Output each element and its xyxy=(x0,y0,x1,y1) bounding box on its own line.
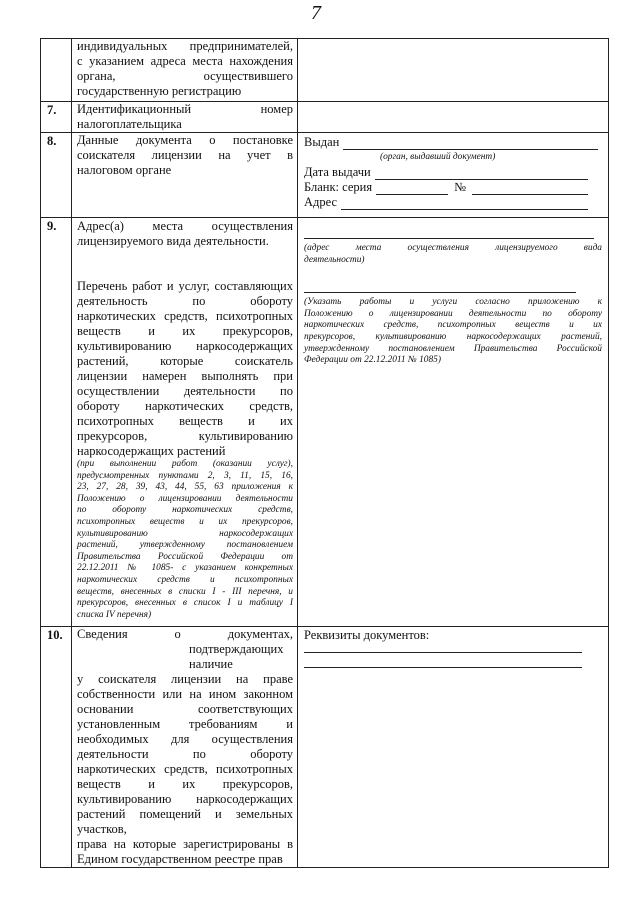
row-number: 8. xyxy=(41,133,72,218)
desc-line: Адрес(а) места осуществления xyxy=(77,219,293,233)
note-line: растений, утвержденному постановлением xyxy=(77,540,293,551)
form-number-field[interactable] xyxy=(472,183,588,195)
activity-address-cell xyxy=(298,218,609,627)
desc-line: деятельности по обороту xyxy=(77,747,293,761)
note-line: Правительства Российской Федерации от xyxy=(77,551,293,562)
desc-line: веществ и их прекурсоров, xyxy=(77,324,293,338)
works-caption: наркотических средств, психотропных веществ и их xyxy=(304,320,602,331)
requisites-label: Реквизиты документов: xyxy=(304,628,430,642)
form-series-field[interactable] xyxy=(376,183,448,195)
row-value-cell[interactable] xyxy=(298,39,609,102)
desc-line: культивированию наркосодержащих xyxy=(77,792,293,806)
requisites-field-2[interactable] xyxy=(304,653,582,668)
row-number: 9. xyxy=(41,218,72,627)
desc-line: налогоплательщика xyxy=(77,117,182,131)
desc-line: Едином государственном реестре прав xyxy=(77,852,283,866)
works-caption: утвержденному постановлением Правительства Российской xyxy=(304,343,602,354)
row-description-cell xyxy=(72,39,298,102)
desc-line: Данные документа о постановке xyxy=(77,133,293,147)
issue-date-field[interactable] xyxy=(375,168,588,180)
desc-line: наркосодержащих растений xyxy=(77,444,226,458)
desc-line: права на которые зарегистрированы в xyxy=(77,837,293,851)
row-number: 10. xyxy=(41,627,72,868)
issued-label: Выдан xyxy=(304,135,340,149)
note-line: предусмотренных пунктами 2, 3, 11, 15, 16, xyxy=(77,470,293,481)
note-line: по обороту наркотических средств, xyxy=(77,505,293,516)
desc-line: лицензируемого вида деятельности. xyxy=(77,234,269,248)
note-line: веществ, внесенных в списки I - III перечня, и xyxy=(77,586,293,597)
desc-line: соискателя лицензии на учет в xyxy=(77,148,293,162)
table-row-continuation xyxy=(41,39,609,102)
desc-line: осуществлении деятельности по xyxy=(77,384,293,398)
desc-line: растений, которые соискатель xyxy=(77,354,293,368)
note-line: прекурсоров, внесенных в список I и таблицу I xyxy=(77,598,293,609)
number-sign: № xyxy=(454,180,467,194)
desc-line: веществ и их прекурсоров, xyxy=(77,777,293,791)
desc-line: психотропных веществ и их xyxy=(77,414,293,428)
desc-line: наркотических средств, психотропных xyxy=(77,762,293,776)
desc-line: основании соответствующих xyxy=(77,702,293,716)
row-number-cell xyxy=(41,39,72,102)
activity-address-field[interactable] xyxy=(304,226,594,239)
desc-line: обороту наркотических средств, xyxy=(77,399,293,413)
table-row-9 xyxy=(41,218,609,627)
note-line: наркотических средств и психотропных xyxy=(77,574,293,585)
issue-date-label: Дата выдачи xyxy=(304,165,371,179)
desc-line: наркотических средств, психотропных xyxy=(77,309,293,323)
works-caption: (Указать работы и услуги согласно приложению к xyxy=(304,297,602,308)
desc-line: лицензии намерен выполнять при xyxy=(77,369,293,383)
desc-line: органа, осуществившего xyxy=(77,69,293,83)
documents-requisites-cell xyxy=(298,627,609,868)
desc-line: необходимых для осуществления xyxy=(77,732,293,746)
note-line: 23, 27, 28, 39, 43, 44, 55, 63 приложения к xyxy=(77,482,293,493)
table-row-10 xyxy=(41,627,609,868)
desc-line: растений помещений и земельных xyxy=(77,807,293,821)
desc-line: прекурсоров, культивированию xyxy=(77,429,293,443)
works-caption: прекурсоров, культивированию наркосодержащих растений, xyxy=(304,331,602,342)
row-description-cell xyxy=(72,218,298,627)
row-number: 7. xyxy=(41,102,72,133)
desc-line: подтверждающих наличие xyxy=(189,642,284,671)
desc-line: Идентификационный номер xyxy=(77,102,293,116)
desc-line: собственности или на ином законном xyxy=(77,687,293,701)
requisites-field[interactable] xyxy=(304,643,582,653)
table-row-8 xyxy=(41,133,609,218)
note-line: психотропных веществ и их прекурсоров, xyxy=(77,516,293,527)
note-line: культивированию наркосодержащих xyxy=(77,528,293,539)
works-caption: Федерации от 22.12.2011 № 1085) xyxy=(304,355,441,366)
application-form-table xyxy=(40,38,609,868)
desc-line: индивидуальных предпринимателей, xyxy=(77,39,293,53)
table-row-7 xyxy=(41,102,609,133)
works-list-field[interactable] xyxy=(304,280,576,293)
issued-caption: (орган, выдавший документ) xyxy=(380,152,496,162)
tax-registration-fields xyxy=(298,133,609,218)
row-description-cell xyxy=(72,102,298,133)
address-label: Адрес xyxy=(304,195,338,209)
form-series-label: Бланк: серия xyxy=(304,180,373,194)
page-number: 7 xyxy=(311,2,321,24)
note-line: Положению о лицензировании деятельности xyxy=(77,493,293,504)
note-line: (при выполнении работ (оказании услуг), xyxy=(77,459,293,469)
issued-by-field[interactable] xyxy=(343,138,598,150)
address-field[interactable] xyxy=(341,198,588,210)
note-line: 22.12.2011 № 1085- с указанием конкретных xyxy=(77,563,293,574)
desc-line: с указанием адреса места нахождения xyxy=(77,54,293,68)
works-caption: Положению о лицензировании деятельности по обороту xyxy=(304,308,602,319)
row-description-cell xyxy=(72,627,298,868)
address-caption: (адрес места осуществления лицензируемого вида xyxy=(304,243,602,253)
address-caption: деятельности) xyxy=(304,254,365,265)
desc-line: участков, xyxy=(77,822,127,836)
desc-line: культивированию наркосодержащих xyxy=(77,339,293,353)
row-description-cell xyxy=(72,133,298,218)
note-line: списка IV перечня) xyxy=(77,609,152,620)
taxpayer-id-field[interactable] xyxy=(298,102,609,133)
desc-line: государственную регистрацию xyxy=(77,84,242,98)
desc-line: деятельность по обороту xyxy=(77,294,293,308)
desc-line: налоговом органе xyxy=(77,163,172,177)
desc-line: Перечень работ и услуг, составляющих xyxy=(77,279,293,293)
desc-line: установленным требованиям и xyxy=(77,717,293,731)
desc-line: Сведения о документах, xyxy=(77,627,293,641)
desc-line: у соискателя лицензии на праве xyxy=(77,672,293,686)
